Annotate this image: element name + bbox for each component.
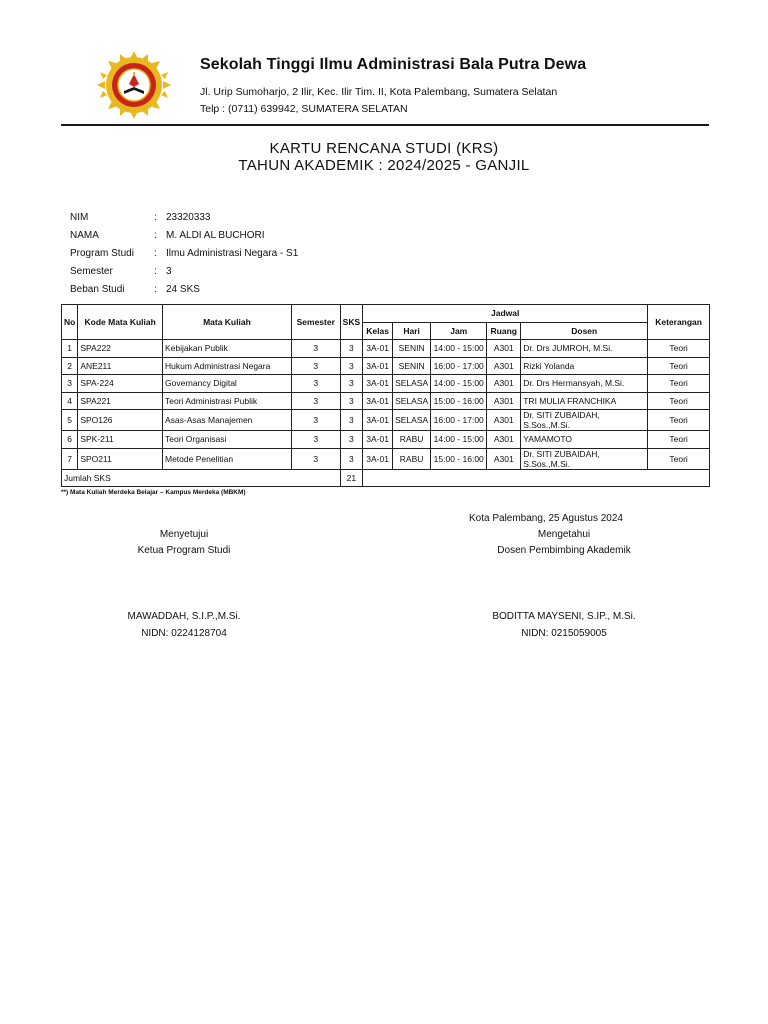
cell-ruang: A301	[487, 431, 521, 449]
cell-ruang: A301	[487, 340, 521, 358]
cell-no: 2	[62, 357, 78, 375]
info-row-semester	[70, 262, 298, 280]
cell-no: 7	[62, 448, 78, 469]
cell-keterangan: Teori	[648, 392, 710, 410]
school-crest-icon	[96, 50, 172, 120]
cell-sks: 3	[340, 431, 362, 449]
cell-no: 6	[62, 431, 78, 449]
total-sks-label: Jumlah SKS	[62, 469, 341, 487]
info-row-nim	[70, 208, 298, 226]
cell-no: 1	[62, 340, 78, 358]
cell-jam: 16:00 - 17:00	[431, 410, 487, 431]
cell-jam: 15:00 - 16:00	[431, 448, 487, 469]
cell-kelas: 3A-01	[363, 357, 393, 375]
cell-kode: SPO211	[78, 448, 163, 469]
cell-keterangan: Teori	[648, 448, 710, 469]
cell-kode: SPA222	[78, 340, 163, 358]
cell-mata-kuliah: Hukum Administrasi Negara	[163, 357, 292, 375]
left-sign-name: MAWADDAH, S.I.P.,M.Si.	[127, 611, 241, 622]
cell-semester: 3	[291, 392, 340, 410]
cell-semester: 3	[291, 357, 340, 375]
info-separator: :	[154, 247, 157, 259]
table-header-row	[62, 305, 710, 323]
cell-hari: SENIN	[393, 357, 431, 375]
cell-dosen: Rizki Yolanda	[521, 357, 648, 375]
left-sign-nidn: NIDN: 0224128704	[141, 628, 227, 639]
table-total-row	[62, 469, 710, 487]
cell-keterangan: Teori	[648, 340, 710, 358]
left-sign-role: Ketua Program Studi	[137, 545, 231, 556]
cell-jam: 15:00 - 16:00	[431, 392, 487, 410]
cell-kode: SPA221	[78, 392, 163, 410]
cell-mata-kuliah: Governancy Digital	[163, 375, 292, 393]
cell-hari: SELASA	[393, 392, 431, 410]
col-header-no: No	[62, 305, 78, 340]
info-row-program-studi	[70, 244, 298, 262]
cell-kode: ANE211	[78, 357, 163, 375]
school-phone: Telp : (0711) 639942, SUMATERA SELATAN	[200, 103, 408, 115]
info-separator: :	[154, 265, 157, 277]
cell-ruang: A301	[487, 357, 521, 375]
cell-kelas: 3A-01	[363, 431, 393, 449]
cell-no: 4	[62, 392, 78, 410]
cell-hari: SELASA	[393, 410, 431, 431]
cell-sks: 3	[340, 448, 362, 469]
cell-ruang: A301	[487, 448, 521, 469]
info-separator: :	[154, 229, 157, 241]
info-label: NAMA	[70, 229, 99, 241]
right-sign-role: Dosen Pembimbing Akademik	[497, 545, 631, 556]
col-header-dosen: Dosen	[521, 322, 648, 340]
academic-year-title: TAHUN AKADEMIK : 2024/2025 - GANJIL	[238, 157, 530, 174]
table-row	[62, 448, 710, 469]
cell-mata-kuliah: Teori Administrasi Publik	[163, 392, 292, 410]
right-sign-name: BODITTA MAYSENI, S.IP., M.Si.	[492, 611, 636, 622]
info-value: M. ALDI AL BUCHORI	[166, 229, 265, 241]
cell-mata-kuliah: Teori Organisasi	[163, 431, 292, 449]
cell-kode: SPA-224	[78, 375, 163, 393]
info-value: Ilmu Administrasi Negara - S1	[166, 247, 299, 259]
cell-ruang: A301	[487, 392, 521, 410]
header-divider	[61, 124, 709, 126]
cell-ruang: A301	[487, 410, 521, 431]
cell-mata-kuliah: Metode Penelitian	[163, 448, 292, 469]
col-header-sks: SKS	[340, 305, 362, 340]
cell-kode: SPO126	[78, 410, 163, 431]
col-header-hari: Hari	[393, 322, 431, 340]
table-row	[62, 357, 710, 375]
col-header-kode: Kode Mata Kuliah	[78, 305, 163, 340]
table-row	[62, 392, 710, 410]
cell-no: 3	[62, 375, 78, 393]
cell-dosen: YAMAMOTO	[521, 431, 648, 449]
cell-sks: 3	[340, 392, 362, 410]
cell-dosen: TRI MULIA FRANCHIKA	[521, 392, 648, 410]
info-label: Beban Studi	[70, 283, 125, 295]
cell-semester: 3	[291, 448, 340, 469]
info-label: Semester	[70, 265, 113, 277]
col-header-kelas: Kelas	[363, 322, 393, 340]
info-row-nama	[70, 226, 298, 244]
cell-keterangan: Teori	[648, 431, 710, 449]
cell-dosen: Dr. SITI ZUBAIDAH, S.Sos.,M.Si.	[521, 448, 648, 469]
cell-ruang: A301	[487, 375, 521, 393]
cell-hari: SENIN	[393, 340, 431, 358]
cell-kelas: 3A-01	[363, 340, 393, 358]
cell-semester: 3	[291, 375, 340, 393]
mbkm-note: **) Mata Kuliah Merdeka Belajar – Kampus Merdeka (MBKM)	[61, 489, 246, 496]
info-separator: :	[154, 283, 157, 295]
cell-semester: 3	[291, 340, 340, 358]
right-sign-nidn: NIDN: 0215059005	[521, 628, 607, 639]
total-row-filler	[363, 469, 710, 487]
place-date: Kota Palembang, 25 Agustus 2024	[468, 513, 623, 524]
cell-semester: 3	[291, 431, 340, 449]
col-header-mata-kuliah: Mata Kuliah	[163, 305, 292, 340]
table-row	[62, 431, 710, 449]
cell-dosen: Dr. SITI ZUBAIDAH, S.Sos.,M.Si.	[521, 410, 648, 431]
table-row	[62, 375, 710, 393]
document-title: KARTU RENCANA STUDI (KRS)	[269, 140, 499, 157]
cell-no: 5	[62, 410, 78, 431]
cell-hari: SELASA	[393, 375, 431, 393]
info-separator: :	[154, 211, 157, 223]
cell-mata-kuliah: Kebijakan Publik	[163, 340, 292, 358]
info-label: Program Studi	[70, 247, 134, 259]
cell-hari: RABU	[393, 448, 431, 469]
cell-mata-kuliah: Asas-Asas Manajemen	[163, 410, 292, 431]
cell-dosen: Dr. Drs JUMROH, M.Si.	[521, 340, 648, 358]
left-sign-approval: Menyetujui	[159, 529, 209, 540]
cell-kode: SPK-211	[78, 431, 163, 449]
cell-jam: 14:00 - 15:00	[431, 340, 487, 358]
right-sign-acknowledge: Mengetahui	[537, 529, 591, 540]
cell-kelas: 3A-01	[363, 448, 393, 469]
cell-jam: 14:00 - 15:00	[431, 431, 487, 449]
cell-sks: 3	[340, 357, 362, 375]
col-header-jadwal: Jadwal	[363, 305, 648, 323]
krs-table	[61, 304, 710, 487]
cell-keterangan: Teori	[648, 375, 710, 393]
cell-dosen: Dr. Drs Hermansyah, M.Si.	[521, 375, 648, 393]
cell-kelas: 3A-01	[363, 392, 393, 410]
school-address: Jl. Urip Sumoharjo, 2 Ilir, Kec. Ilir Tim. II, Kota Palembang, Sumatera Selatan	[200, 86, 558, 98]
cell-kelas: 3A-01	[363, 410, 393, 431]
col-header-jam: Jam	[431, 322, 487, 340]
school-name: Sekolah Tinggi Ilmu Administrasi Bala Putra Dewa	[200, 56, 587, 73]
cell-sks: 3	[340, 375, 362, 393]
cell-jam: 16:00 - 17:00	[431, 357, 487, 375]
cell-keterangan: Teori	[648, 410, 710, 431]
cell-sks: 3	[340, 410, 362, 431]
student-info	[70, 208, 298, 298]
info-value: 23320333	[166, 211, 211, 223]
cell-sks: 3	[340, 340, 362, 358]
cell-keterangan: Teori	[648, 357, 710, 375]
info-row-beban-studi	[70, 280, 298, 298]
table-row	[62, 340, 710, 358]
cell-hari: RABU	[393, 431, 431, 449]
col-header-keterangan: Keterangan	[648, 305, 710, 340]
cell-kelas: 3A-01	[363, 375, 393, 393]
info-label: NIM	[70, 211, 89, 223]
table-row	[62, 410, 710, 431]
col-header-semester: Semester	[291, 305, 340, 340]
info-value: 3	[166, 265, 172, 277]
total-sks-value: 21	[340, 469, 362, 487]
cell-jam: 14:00 - 15:00	[431, 375, 487, 393]
col-header-ruang: Ruang	[487, 322, 521, 340]
cell-semester: 3	[291, 410, 340, 431]
info-value: 24 SKS	[166, 283, 200, 295]
